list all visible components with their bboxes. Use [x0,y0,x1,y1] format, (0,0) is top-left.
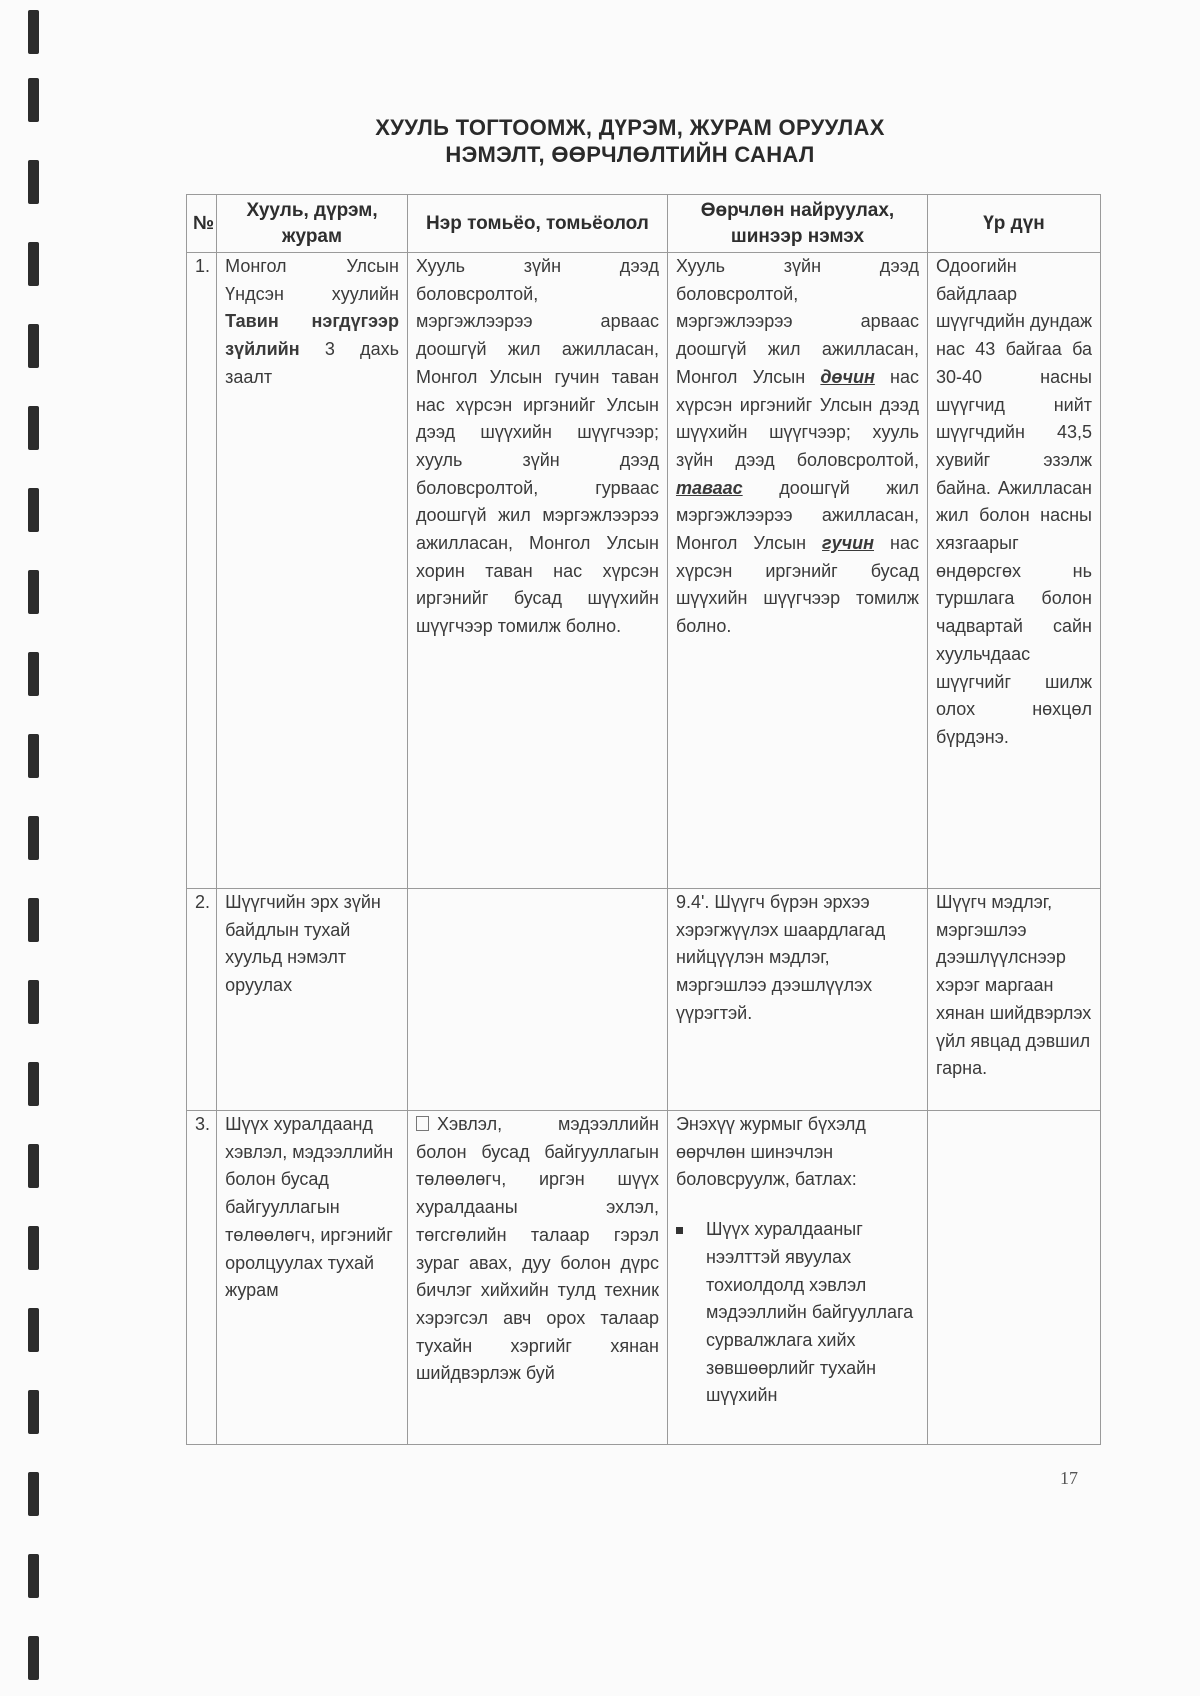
binding-hole [28,1390,39,1434]
table-header-row [187,195,1101,253]
change-text: Хууль зүйн дээд боловсролтой, мэргэжлээрээ арваас доошгүй жил ажилласан, Монгол Улсын [675,256,919,387]
binding-holes [28,0,42,1696]
binding-hole [28,1062,39,1106]
binding-hole [28,1636,39,1680]
row-number: 1. [187,253,217,889]
changed-word: гучин [822,533,875,554]
header-change: Өөрчлөн найруулах, шинээр нэмэх [667,195,927,253]
document-title [180,114,1080,168]
term-cell: Хууль зүйн дээд боловсролтой, мэргэжлээрээ арваас доошгүй жил ажилласан, Монгол Улсын гучин таван нас хүрсэн иргэнийг Улсын дээд шүүхийн шүүгчээр; хууль зүйн дээд боловсролтой, гурваас доошгүй жил мэргэжлээрээ ажилласан, Монгол Улсын хорин таван нас хүрсэн иргэнийг бусад шүүхийн шүүгчээр томилж болно. [407,253,667,889]
binding-hole [28,324,39,368]
binding-hole [28,1472,39,1516]
binding-hole [28,816,39,860]
change-cell [667,253,927,889]
term-text: Хэвлэл, мэдээллийн болон бусад байгууллагын төлөөлөгч, иргэн шүүх хуралдааны эхлэл, төгсгөлийн талаар гэрэл зураг авах, дуу болон дүрс бичлэг хийхийн тулд техник хэрэгсэл авч орох талаар тухайн хэргийг хянан шийдвэрлэж буй [415,1114,659,1384]
changed-word: таваас [675,477,743,498]
law-article: Тавин нэгдүгээр зүйлийн [225,311,399,360]
law-text: 3 дахь заалт [225,339,399,387]
binding-hole [28,734,39,778]
table-row [187,253,1101,889]
change-text: нас хүрсэн иргэнийг бусад шүүхийн шүүгчээр томилж болно. [675,533,919,637]
binding-hole [28,652,39,696]
binding-hole [28,1144,39,1188]
changed-word: дөчин [820,366,875,387]
checkbox-glyph-icon [416,1116,429,1131]
header-result: Үр дүн [927,195,1100,253]
change-cell [667,1111,927,1445]
proposal-table [186,194,1101,1445]
term-cell [407,1111,667,1445]
binding-hole [28,488,39,532]
table-row [187,1111,1101,1445]
binding-hole [28,1308,39,1352]
law-text: Монгол Улсын Үндсэн хуулийн [225,256,399,304]
binding-hole [28,898,39,942]
binding-hole [28,78,39,122]
binding-hole [28,406,39,450]
change-cell: 9.4'. Шүүгч бүрэн эрхээ хэрэгжүүлэх шаардлагад нийцүүлэн мэдлэг, мэргэшлээ дээшлүүлэх үүрэгтэй. [667,889,927,1111]
binding-hole [28,980,39,1024]
law-cell: Шүүх хуралдаанд хэвлэл, мэдээллийн болон бусад байгууллагын төлөөлөгч, иргэнийг оролцуулах тухай журам [217,1111,408,1445]
change-bullet-item: Шүүх хуралдааныг нээлттэй явуулах тохиолдолд хэвлэл мэдээллийн байгууллага сурвалжлага хийх зөвшөөрлийг тухайн шүүхийн [706,1216,919,1410]
header-term: Нэр томьёо, томьёолол [407,195,667,253]
binding-hole [28,242,39,286]
table-row [187,889,1101,1111]
change-intro: Энэхүү журмыг бүхэлд өөрчлөн шинэчлэн боловсруулж, батлах: [675,1114,866,1190]
result-cell [927,1111,1100,1445]
header-number: № [187,195,217,253]
term-cell [407,889,667,1111]
row-number: 2. [187,889,217,1111]
binding-hole [28,1226,39,1270]
binding-hole [28,570,39,614]
law-cell: Шүүгчийн эрх зүйн байдлын тухай хуульд нэмэлт оруулах [217,889,408,1111]
page-number: 17 [1060,1468,1078,1488]
result-cell: Шүүгч мэдлэг, мэргэшлээ дээшлүүлснээр хэрэг маргаан хянан шийдвэрлэх үйл явцад дэвшил гарна. [927,889,1100,1111]
header-law: Хууль, дүрэм, журам [217,195,408,253]
change-text: доошгүй жил мэргэжлээрээ ажилласан, Монгол Улсын [675,477,919,554]
row-number: 3. [187,1111,217,1445]
law-cell [217,253,408,889]
change-bullet-list [676,1216,919,1410]
change-text: нас хүрсэн иргэнийг Улсын дээд шүүхийн шүүгчээр; хууль зүйн дээд боловсролтой, [675,366,919,470]
result-cell: Одоогийн байдлаар шүүгчдийн дундаж нас 43 байгаа ба 30-40 насны шүүгчид нийт шүүгчдийн 43,5 хувийг эзэлж байна. Ажилласан жил болон насны хязгаарыг өндөрсгөх нь туршлага болон чадвартай сайн хуульчдаас шүүгчийг шилж олох нөхцөл бүрдэнэ. [927,253,1100,889]
binding-hole [28,1554,39,1598]
binding-hole [28,10,39,54]
title-line-1: ХУУЛЬ ТОГТООМЖ, ДҮРЭМ, ЖУРАМ ОРУУЛАХ [375,115,885,140]
title-line-2: НЭМЭЛТ, ӨӨРЧЛӨЛТИЙН САНАЛ [445,142,815,167]
binding-hole [28,160,39,204]
